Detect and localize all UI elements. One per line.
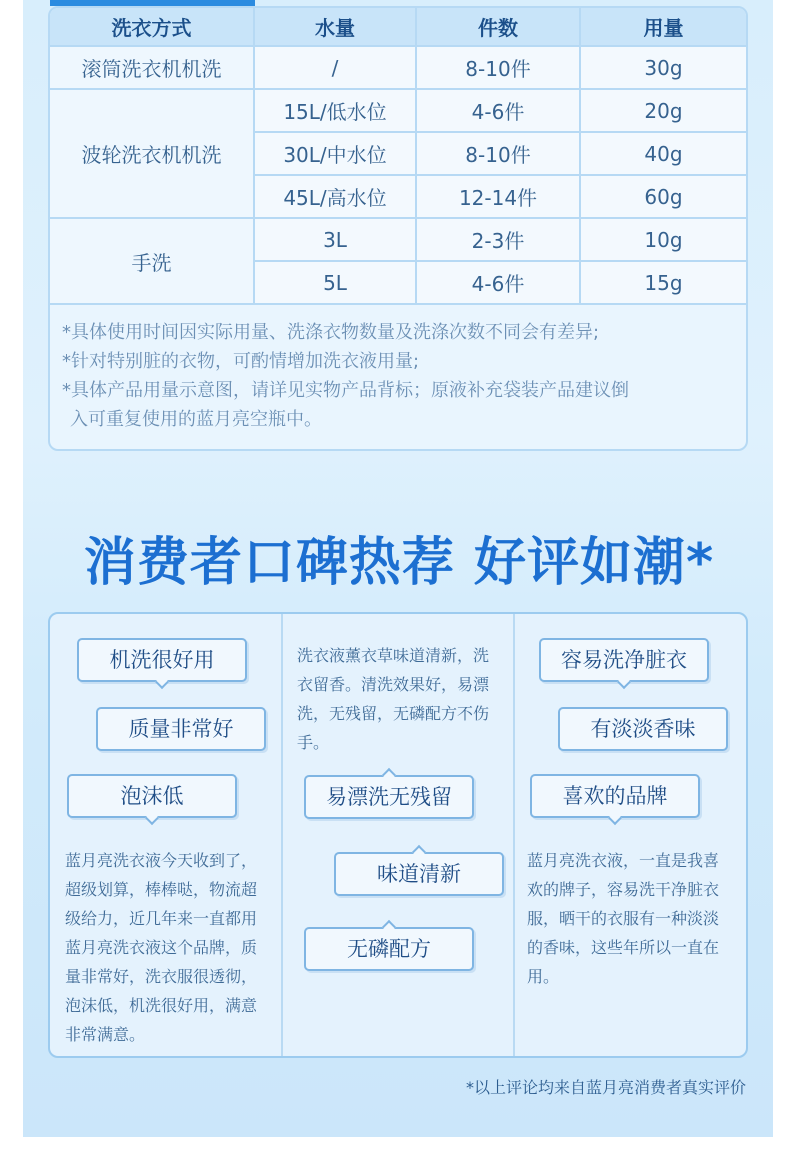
water-cell: 15L/低水位 bbox=[254, 89, 416, 132]
usage-notes bbox=[62, 318, 738, 434]
review-tag bbox=[77, 638, 247, 682]
review-line: 蓝月亮洗衣液，一直是我喜 bbox=[527, 851, 720, 870]
dose-cell: 15g bbox=[580, 261, 746, 304]
speech-tail bbox=[382, 920, 396, 934]
pieces-cell: 4-6件 bbox=[416, 89, 580, 132]
reviews-footnote: *以上评论均来自蓝月亮消费者真实评价 bbox=[465, 1078, 746, 1097]
review-line: 手。 bbox=[297, 733, 330, 752]
table-row bbox=[50, 89, 746, 132]
table-row bbox=[50, 46, 746, 89]
usage-table bbox=[50, 8, 746, 305]
dose-cell: 30g bbox=[580, 46, 746, 89]
review-tag bbox=[334, 852, 504, 896]
review-line: 服，晒干的衣服有一种淡淡 bbox=[527, 909, 720, 928]
review-line: 量非常好，洗衣服很透彻， bbox=[65, 967, 258, 986]
review-tag bbox=[304, 775, 474, 819]
pieces-cell: 8-10件 bbox=[416, 46, 580, 89]
review-line: 欢的牌子，容易洗干净脏衣 bbox=[527, 880, 720, 899]
reviews-panel bbox=[48, 612, 748, 1058]
review-tag bbox=[539, 638, 709, 682]
speech-tail bbox=[382, 768, 396, 782]
usage-note: *具体产品用量示意图，请详见实物产品背标；原液补充袋装产品建议倒 bbox=[62, 380, 629, 401]
review-tag-label: 味道清新 bbox=[377, 862, 461, 886]
method-cell: 滚筒洗衣机机洗 bbox=[50, 46, 254, 89]
speech-tail bbox=[412, 845, 426, 859]
column-divider bbox=[281, 614, 283, 1056]
review-text bbox=[527, 846, 737, 991]
review-tag bbox=[67, 774, 237, 818]
method-cell: 波轮洗衣机机洗 bbox=[50, 89, 254, 218]
review-tag bbox=[558, 707, 728, 751]
review-line: 非常满意。 bbox=[65, 1025, 146, 1044]
review-tag-label: 机洗很好用 bbox=[109, 648, 215, 672]
pieces-cell: 12-14件 bbox=[416, 175, 580, 218]
review-line: 洗，无残留，无磷配方不伤 bbox=[297, 704, 490, 723]
water-cell: 3L bbox=[254, 218, 416, 261]
review-line: 洗衣液薰衣草味道清新，洗 bbox=[297, 646, 490, 665]
review-line: 的香味，这些年所以一直在 bbox=[527, 938, 720, 957]
water-cell: 5L bbox=[254, 261, 416, 304]
pieces-cell: 4-6件 bbox=[416, 261, 580, 304]
review-tag bbox=[96, 707, 266, 751]
dose-cell: 60g bbox=[580, 175, 746, 218]
usage-note: *具体使用时间因实际用量、洗涤衣物数量及洗涤次数不同会有差异; bbox=[62, 322, 600, 343]
table-header-row bbox=[50, 8, 746, 46]
speech-tail bbox=[617, 675, 631, 689]
pieces-cell: 8-10件 bbox=[416, 132, 580, 175]
speech-tail bbox=[155, 675, 169, 689]
review-tag-label: 质量非常好 bbox=[128, 717, 234, 741]
dose-cell: 40g bbox=[580, 132, 746, 175]
water-cell: 30L/中水位 bbox=[254, 132, 416, 175]
review-text bbox=[297, 641, 507, 757]
review-tag-label: 喜欢的品牌 bbox=[562, 784, 668, 808]
header-pieces: 件数 bbox=[416, 8, 580, 46]
section-headline: 消费者口碑热荐 好评如潮* bbox=[83, 533, 715, 593]
review-tag-label: 容易洗净脏衣 bbox=[561, 648, 687, 672]
header-method: 洗衣方式 bbox=[50, 8, 254, 46]
speech-tail bbox=[145, 811, 159, 825]
pieces-cell: 2-3件 bbox=[416, 218, 580, 261]
review-line: 衣留香。清洗效果好，易漂 bbox=[297, 675, 490, 694]
review-tag-label: 有淡淡香味 bbox=[590, 717, 696, 741]
review-line: 泡沫低，机洗很好用，满意 bbox=[65, 996, 258, 1015]
dose-cell: 20g bbox=[580, 89, 746, 132]
water-cell: 45L/高水位 bbox=[254, 175, 416, 218]
review-tag bbox=[530, 774, 700, 818]
review-line: 蓝月亮洗衣液这个品牌，质 bbox=[65, 938, 258, 957]
usage-note: 入可重复使用的蓝月亮空瓶中。 bbox=[70, 409, 322, 430]
review-tag-label: 易漂洗无残留 bbox=[326, 785, 452, 809]
dose-cell: 10g bbox=[580, 218, 746, 261]
speech-tail bbox=[608, 811, 622, 825]
review-line: 用。 bbox=[527, 967, 560, 986]
usage-table-panel bbox=[48, 6, 748, 451]
column-divider bbox=[513, 614, 515, 1056]
header-dose: 用量 bbox=[580, 8, 746, 46]
review-line: 蓝月亮洗衣液今天收到了， bbox=[65, 851, 258, 870]
review-tag-label: 无磷配方 bbox=[347, 937, 431, 961]
method-cell: 手洗 bbox=[50, 218, 254, 304]
header-water: 水量 bbox=[254, 8, 416, 46]
review-tag bbox=[304, 927, 474, 971]
table-row bbox=[50, 218, 746, 261]
review-line: 超级划算，棒棒哒，物流超 bbox=[65, 880, 258, 899]
review-text bbox=[65, 846, 275, 1049]
usage-note: *针对特别脏的衣物，可酌情增加洗衣液用量; bbox=[62, 351, 420, 372]
review-tag-label: 泡沫低 bbox=[120, 784, 184, 808]
review-line: 级给力，近几年来一直都用 bbox=[65, 909, 258, 928]
water-cell: / bbox=[254, 46, 416, 89]
